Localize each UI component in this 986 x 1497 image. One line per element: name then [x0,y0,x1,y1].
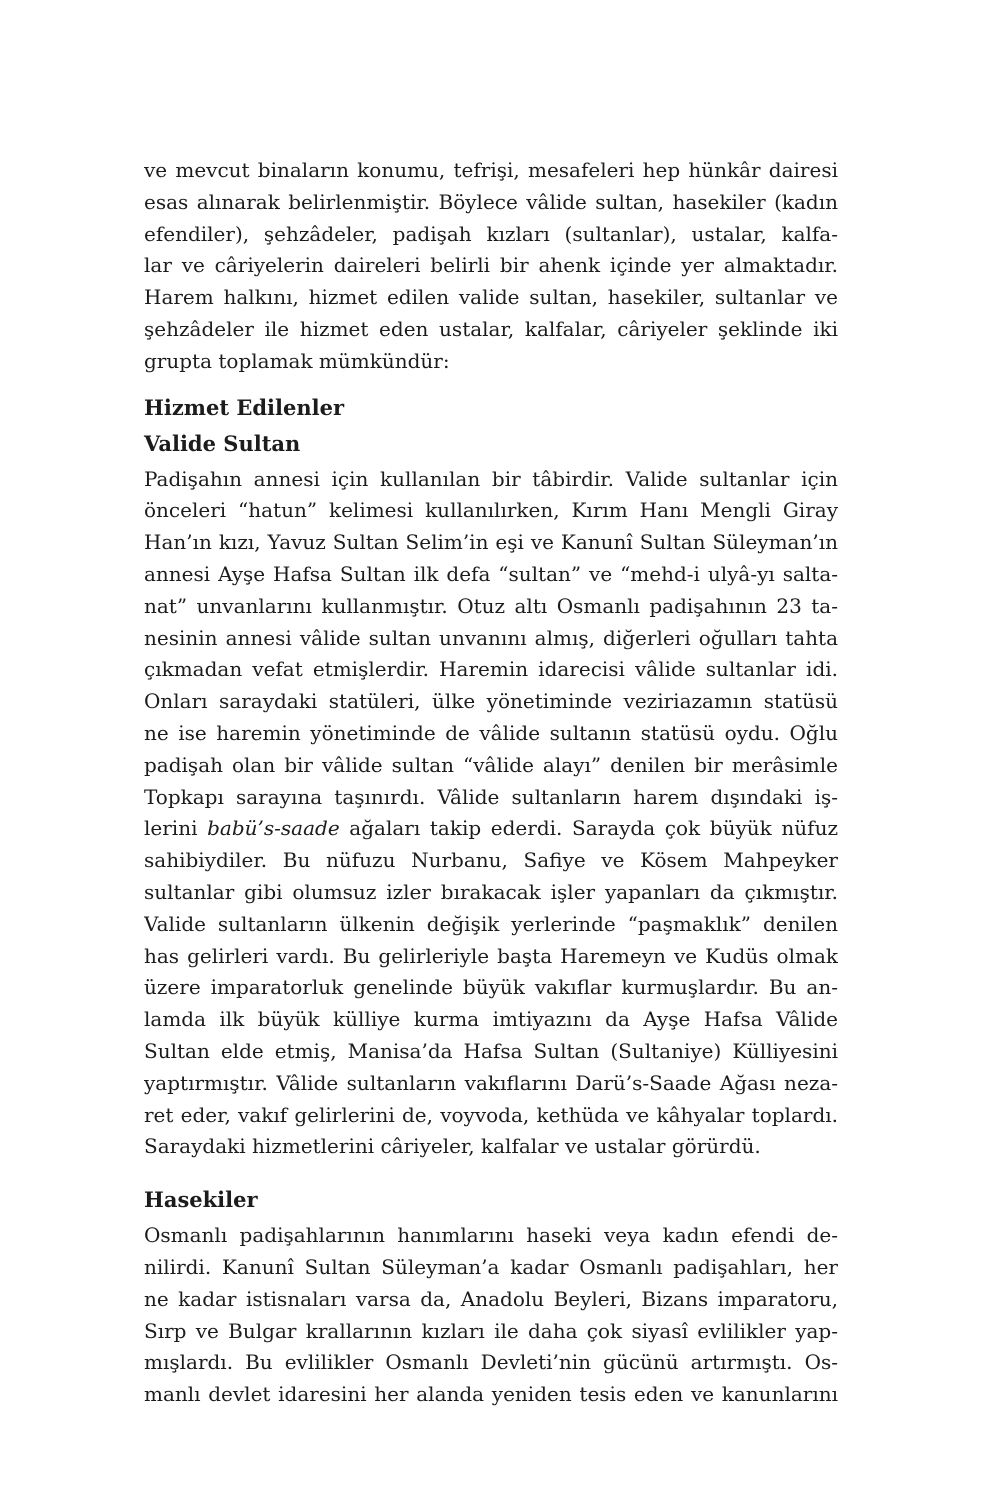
text-line: ret eder, vakıf gelirlerini de, voyvoda, kethüda ve kâhyalar toplardı. [144,1102,838,1127]
italic-term: babü’s-saade [207,816,340,841]
text-line-with-italic [144,813,838,845]
text-line: Osmanlı padişahlarının hanımlarını haseki veya kadın efendi de- [144,1223,838,1248]
intro-paragraph [144,155,838,378]
text-line: çıkmadan vefat etmişlerdir. Haremin idarecisi vâlide sultanlar idi. [144,657,838,682]
text-line: ne ise haremin yönetiminde de vâlide sultanın statüsü oydu. Oğlu [144,720,838,745]
text-line: Sultan elde etmiş, Manisa’da Hafsa Sultan (Sultaniye) Külliyesini [144,1038,838,1063]
text-line: Padişahın annesi için kullanılan bir tâbirdir. Valide sultanlar için [144,466,838,491]
text-line: ve mevcut binaların konumu, tefrişi, mesafeleri hep hünkâr dairesi [144,158,838,182]
text-line: nat” unvanlarını kullanmıştır. Otuz altı Osmanlı padişahının 23 ta- [144,593,838,618]
text-line: efendiler), şehzâdeler, padişah kızları (sultanlar), ustalar, kalfa- [144,221,838,246]
text-line: Onları saraydaki statüleri, ülke yönetiminde veziriazamın statüsü [144,689,838,714]
text-line: nesinin annesi vâlide sultan unvanını almış, diğerleri oğulları tahta [144,625,838,650]
text-line: Saraydaki hizmetlerini câriyeler, kalfalar ve ustalar görürdü. [144,1134,761,1159]
text-fragment: ağaları takip ederdi. Sarayda çok büyük nüfuz [339,816,838,841]
text-line: padişah olan bir vâlide sultan “vâlide alayı” denilen bir merâsimle [144,752,838,777]
subsection-heading-hasekiler: Hasekiler [144,1187,258,1213]
text-line: annesi Ayşe Hafsa Sultan ilk defa “sultan” ve “mehd-i ulyâ-yı salta- [144,561,838,586]
text-line: şehzâdeler ile hizmet eden ustalar, kalfalar, câriyeler şeklinde iki [144,316,838,341]
text-line: lar ve câriyelerin daireleri belirli bir ahenk içinde yer almaktadır. [144,253,838,278]
text-line: lamda ilk büyük külliye kurma imtiyazını da Ayşe Hafsa Vâlide [144,1007,838,1032]
text-line: sultanlar gibi olumsuz izler bırakacak işler yapanları da çıkmıştır. [144,879,838,904]
text-fragment: lerini [144,816,208,841]
text-line: yaptırmıştır. Vâlide sultanların vakıflarını Darü’s-Saade Ağası neza- [144,1070,838,1095]
text-line: has gelirleri vardı. Bu gelirleriyle başta Haremeyn ve Kudüs olmak [144,943,838,968]
text-line: grupta toplamak mümkündür: [144,348,450,373]
section-heading-hizmet-edilenler: Hizmet Edilenler [144,394,345,420]
text-line: önceleri “hatun” kelimesi kullanılırken, Kırım Hanı Mengli Giray [144,498,838,523]
valide-sultan-paragraph [144,464,838,1164]
text-line: sahibiydiler. Bu nüfuzu Nurbanu, Safiye ve Kösem Mahpeyker [144,848,838,873]
text-line: üzere imparatorluk genelinde büyük vakıflar kurmuşlardır. Bu an- [144,975,838,1000]
text-line: nilirdi. Kanunî Sultan Süleyman’a kadar Osmanlı padişahları, her [144,1254,838,1279]
text-line: ne kadar istisnaları varsa da, Anadolu Beyleri, Bizans imparatoru, [144,1286,838,1311]
text-line: manlı devlet idaresini her alanda yeniden tesis eden ve kanunlarını [144,1382,838,1407]
text-line: esas alınarak belirlenmiştir. Böylece vâlide sultan, hasekiler (kadın [144,189,838,214]
text-line: Harem halkını, hizmet edilen valide sultan, hasekiler, sultanlar ve [144,285,838,310]
text-line: Han’ın kızı, Yavuz Sultan Selim’in eşi ve Kanunî Sultan Süleyman’ın [144,530,838,555]
text-line: Topkapı sarayına taşınırdı. Vâlide sultanların harem dışındaki iş- [144,784,838,809]
text-line: mışlardı. Bu evlilikler Osmanlı Devleti’nin gücünü artırmıştı. Os- [144,1350,838,1375]
book-page [144,155,838,1411]
text-line: Sırp ve Bulgar krallarının kızları ile daha çok siyasî evlilikler yap- [144,1318,838,1343]
subsection-heading-valide-sultan: Valide Sultan [144,430,301,456]
text-line: Valide sultanların ülkenin değişik yerlerinde “paşmaklık” denilen [144,911,838,936]
hasekiler-paragraph [144,1220,838,1411]
